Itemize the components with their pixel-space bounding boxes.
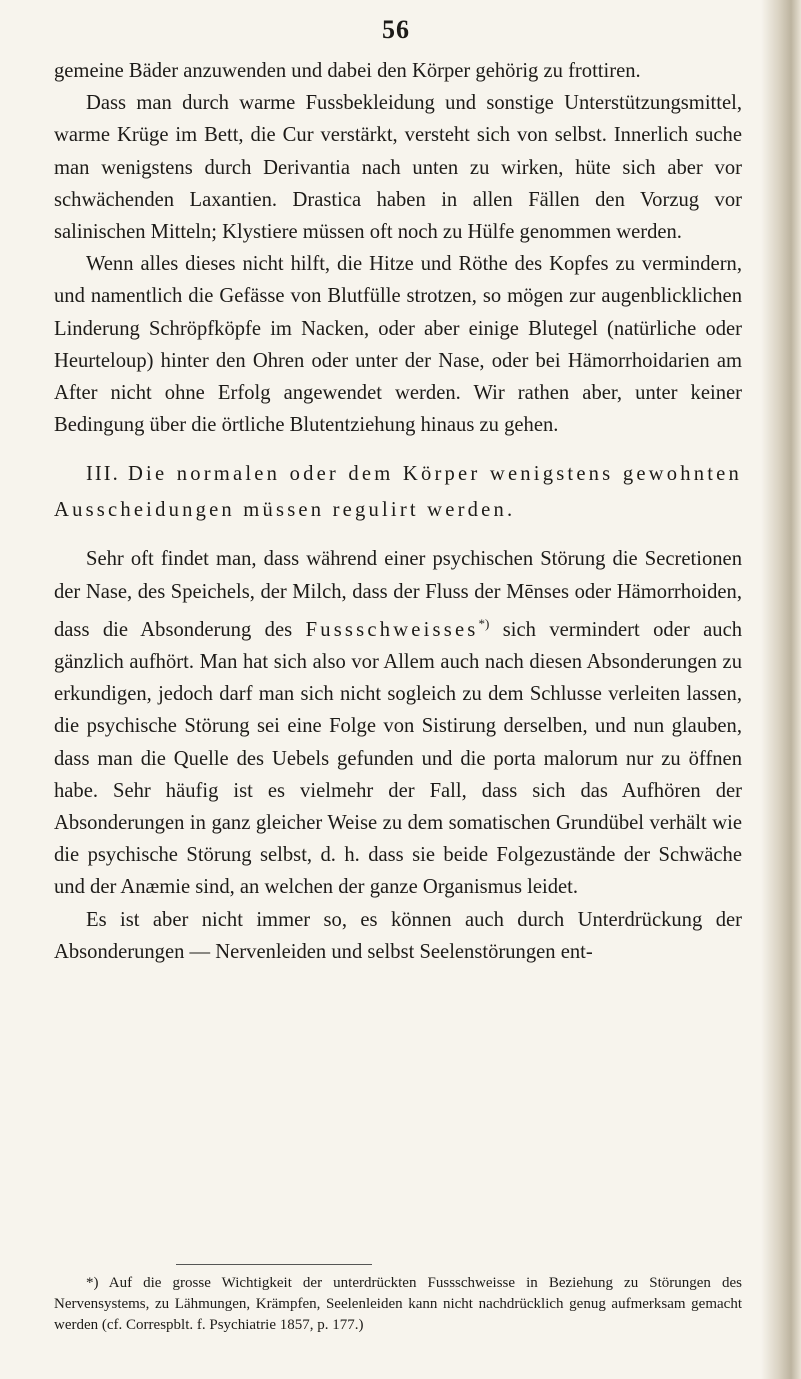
footnote-marker[interactable]: *)	[478, 615, 490, 631]
paragraph-continuation: gemeine Bäder anzuwenden und dabei den Körper gehörig zu frottiren.	[54, 60, 641, 82]
page-edge-shadow	[761, 0, 801, 1379]
paragraph-bloodletting: Wenn alles dieses nicht hilft, die Hitze und Röthe des Kopfes zu vermindern, und namentlich die Gefässe von Blutfülle strotzen, so mögen zur augenblicklichen Linderung Schröpfköpfe im Nacken, oder aber einige Blutegel (natürliche oder Heurteloup) hinter den Ohren oder unter der Nase, oder bei Hämorrhoidarien am After nicht ohne Erfolg angewendet werden. Wir rathen aber, unter keiner Bedingung über die örtliche Blutentziehung hinaus zu gehen.	[54, 253, 742, 437]
section-number: III.	[86, 463, 120, 486]
paragraph-secretions-rest: sich vermindert oder auch gänzlich aufhört. Man hat sich also vor Allem auch nach diesen Absonderungen zu erkundigen, jedoch darf man sich nicht sogleich zu dem Schlusse verleiten lassen, die psychische Störung sei eine Folge von Sistirung derselben, und nun glauben, dass man die Quelle des Uebels gefunden und die porta malorum nur zu öffnen habe. Sehr häufig ist es vielmehr der Fall, dass sich das Aufhören der Absonderungen in ganz gleicher Weise zu dem somatischen Grundübel verhält wie die psychische Störung selbst, d. h. dass sie beide Folgezustände der Schwäche und der Anæmie sind, an welchen der ganze Organismus leidet.	[54, 618, 743, 899]
footnote-text	[54, 1273, 742, 1336]
paragraph-suppression: Es ist aber nicht immer so, es können auch durch Unterdrückung der Absonderungen — Nervenleiden und selbst Seelenstörungen ent-	[54, 908, 742, 963]
footnote	[54, 1273, 742, 1336]
spaced-term: Fussschweisses	[305, 618, 479, 641]
page-number: 56	[382, 15, 410, 44]
paragraph-warm-footwear: Dass man durch warme Fussbekleidung und sonstige Unterstützungsmittel, warme Krüge im Bett, die Cur verstärkt, versteht sich von selbst. Innerlich suche man wenigstens durch Derivantia nach unten zu wirken, hüte sich aber vor schwächenden Laxantien. Drastica haben in allen Fällen den Vorzug vor salinischen Mitteln; Klystiere müssen oft noch zu Hülfe genommen werden.	[54, 92, 742, 244]
section-title: Die normalen oder dem Körper wenigstens gewohnten Ausscheidungen müssen regulirt werden.	[54, 463, 742, 522]
paragraph-secretions	[54, 543, 742, 903]
paragraph-secretions-lead: Sehr oft findet man, dass während einer psychischen Störung die Secretionen der Nase, des Speichels, der Milch, dass der Fluss der Mēnses oder Hämorrhoiden, dass die Absonderung des	[54, 548, 742, 641]
main-text	[54, 55, 742, 968]
section-heading	[54, 456, 742, 528]
footnote-divider	[176, 1264, 372, 1265]
footnote-body: Auf die grosse Wichtigkeit der unterdrückten Fussschweisse in Beziehung zu Störungen des Nervensystems, zu Lähmungen, Krämpfen, Seelenleiden kann nicht nachdrücklich genug aufmerksam gemacht werden (cf. Correspblt. f. Psychiatrie 1857, p. 177.)	[54, 1275, 742, 1333]
footnote-marker-ref: *)	[86, 1275, 99, 1291]
